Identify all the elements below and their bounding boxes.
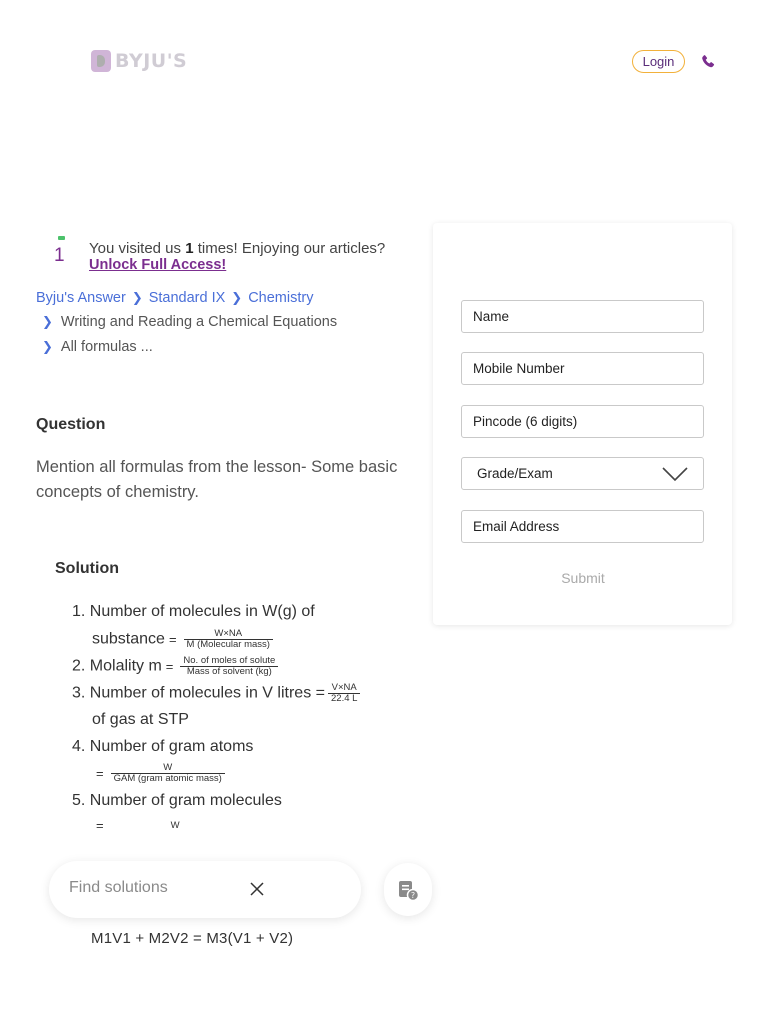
fraction-numerator: W×NA [214,628,243,639]
breadcrumb [36,290,313,306]
chevron-right-icon: ❯ [42,314,53,329]
equals-sign: = [168,631,177,647]
login-button[interactable]: Login [632,50,685,73]
fraction-numerator: V×NA [331,682,357,693]
logo-mark-icon [91,50,111,72]
solution-heading: Solution [55,560,119,577]
fraction-numerator: No. of moles of solute [183,655,276,666]
fraction-denominator: Mass of solvent (kg) [180,666,278,677]
mobile-number-field[interactable] [461,352,704,385]
chevron-right-icon: ❯ [131,290,143,305]
svg-text:?: ? [410,890,416,900]
fraction [328,683,360,704]
equals-sign: = [96,765,104,781]
fraction-numerator: W [163,762,173,773]
visit-text-before: You visited us [89,240,186,257]
breadcrumb-item-standard[interactable]: Standard IX [148,290,226,306]
solution-item-1-cont [92,629,276,650]
breadcrumb-sub-label: All formulas ... [60,339,153,355]
solution-item-label: 2. Molality m [72,657,162,675]
solution-item-2 [72,656,281,677]
solution-item-1 [72,603,315,621]
chevron-right-icon: ❯ [231,290,243,305]
chevron-down-icon [662,466,688,482]
fraction [184,629,273,650]
visit-count-badge [52,236,68,268]
find-solutions-bar [49,861,361,918]
visit-bar-icon [58,236,65,240]
mixture-formula: M1V1 + M2V2 = M3(V1 + V2) [91,930,294,947]
close-icon[interactable] [249,881,265,897]
fraction-denominator: M (Molecular mass) [184,639,273,650]
fraction [180,656,278,677]
pincode-field[interactable] [461,405,704,438]
search-solutions-button[interactable] [384,863,432,916]
grade-exam-label: Grade/Exam [477,466,553,481]
fraction [168,821,183,831]
visit-text-after: times! Enjoying our articles? [193,240,386,257]
solution-item-cont: substance [92,630,165,648]
breadcrumb-item-answer[interactable]: Byju's Answer [36,290,126,306]
solution-item-4-cont [92,763,228,784]
solution-item-label: 3. Number of molecules in V litres = [72,684,325,702]
logo-text: BYJU'S [115,50,188,72]
fraction [111,763,225,784]
solution-item-3 [72,683,363,704]
signup-form-card [433,223,732,625]
breadcrumb-item-subject[interactable]: Chemistry [248,290,314,306]
solution-item-label: 5. Number of gram molecules [72,792,282,809]
solution-item-4 [72,738,253,756]
email-field[interactable] [461,510,704,543]
visit-text-count: 1 [185,240,194,257]
breadcrumb-sub-label: Writing and Reading a Chemical Equations [60,314,338,330]
question-heading: Question [36,416,106,433]
question-document-icon [396,878,420,902]
unlock-full-access-link[interactable]: Unlock Full Access! [89,257,227,273]
solution-item-label: 4. Number of gram atoms [72,738,254,755]
fraction-denominator: 22.4 L [328,693,360,704]
solution-item-3-cont [92,711,189,729]
chevron-right-icon: ❯ [42,339,53,354]
find-solutions-input[interactable] [69,879,249,897]
visit-count-number: 1 [54,245,65,266]
visit-message [89,240,385,257]
submit-button[interactable]: Submit [543,568,623,588]
breadcrumb-sub-item-topic[interactable] [42,339,153,355]
grade-exam-select[interactable] [461,457,704,490]
equals-sign: = [165,658,174,674]
fraction-denominator: GAM (gram atomic mass) [111,773,225,784]
breadcrumb-sub-item-chapter[interactable] [42,314,337,330]
phone-icon[interactable] [699,53,717,71]
solution-item-5-cont [92,817,186,835]
solution-item-label: 1. Number of molecules in W(g) of [72,603,315,620]
equals-sign: = [96,818,104,833]
byjus-logo[interactable] [91,50,187,72]
fraction-numerator: W [170,819,180,831]
name-field[interactable] [461,300,704,333]
solution-item-5 [72,792,282,810]
solution-item-cont: of gas at STP [92,711,189,728]
question-text: Mention all formulas from the lesson- Some basic concepts of chemistry. [36,458,398,501]
